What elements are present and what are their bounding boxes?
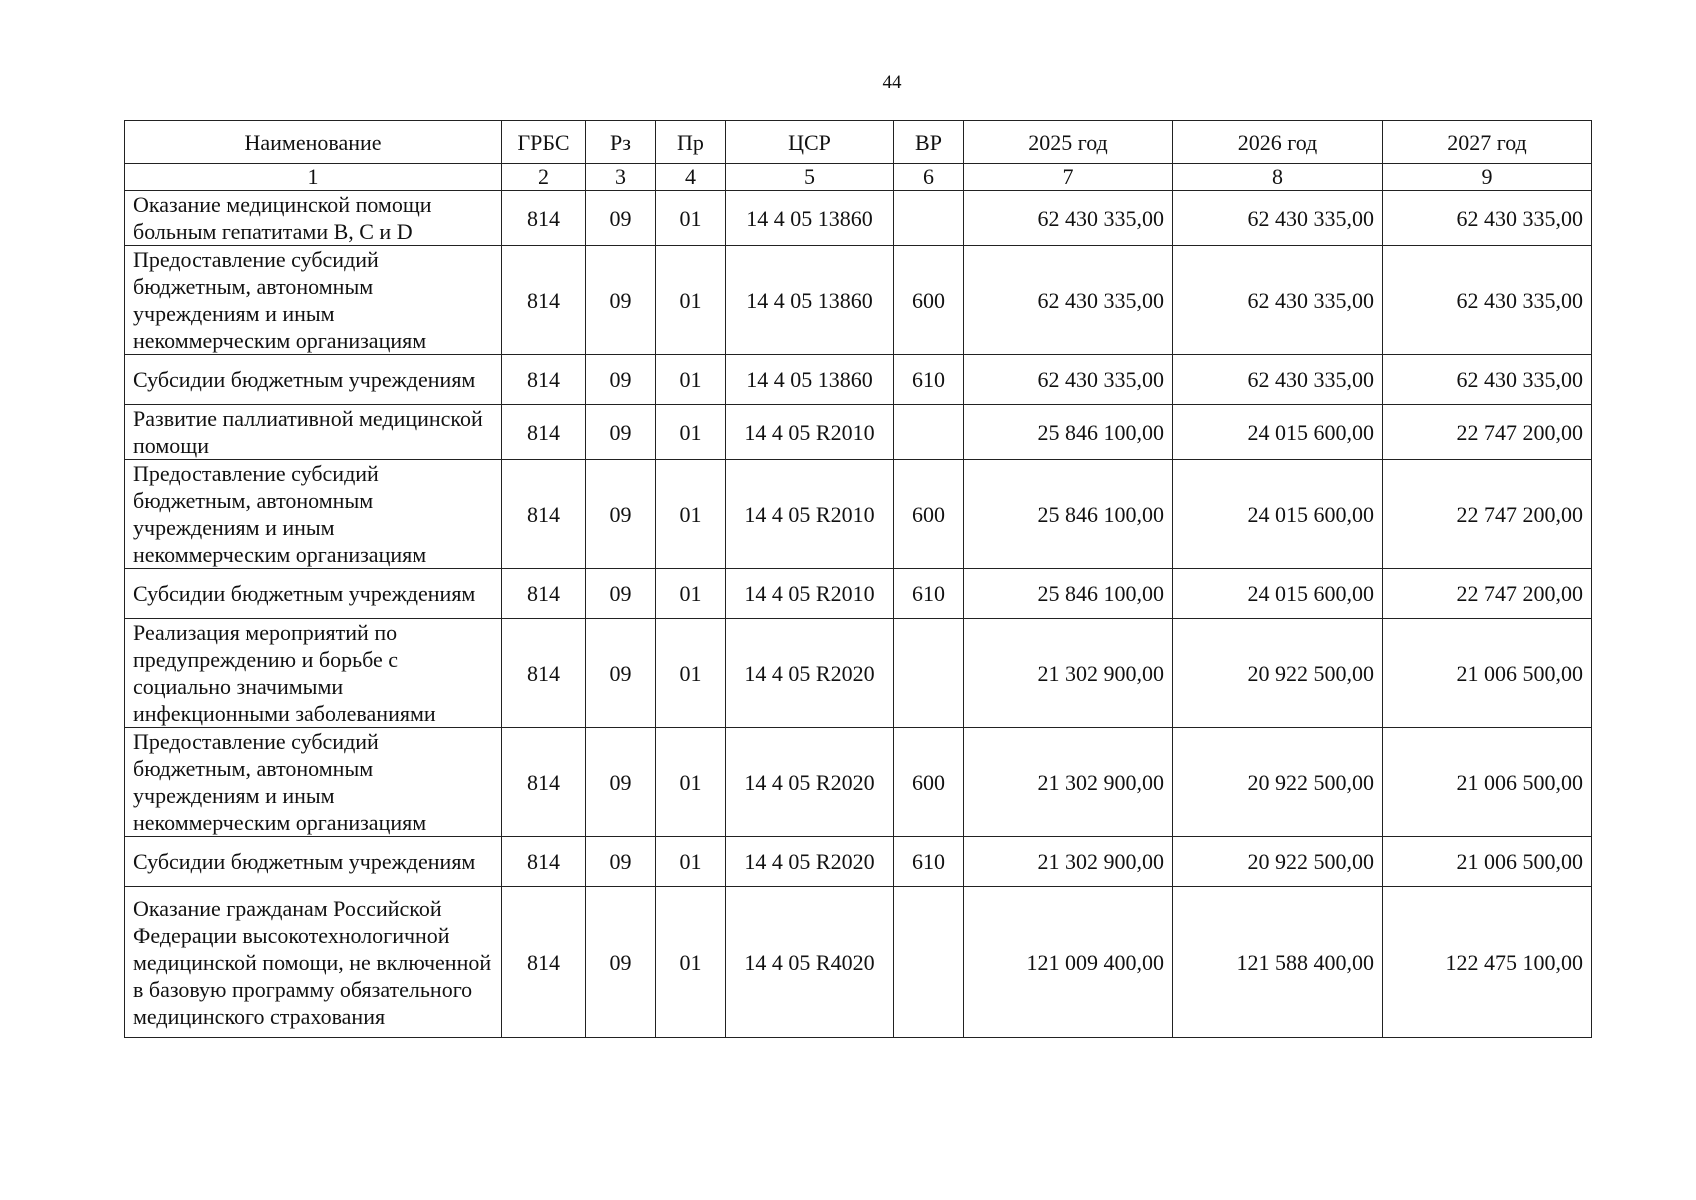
cell-rz: 09	[586, 246, 656, 355]
cell-amount-2025: 62 430 335,00	[964, 355, 1173, 405]
cell-name: Субсидии бюджетным учреждениям	[125, 837, 502, 887]
cell-amount-2027: 122 475 100,00	[1383, 887, 1592, 1038]
cell-rz: 09	[586, 619, 656, 728]
cell-name: Субсидии бюджетным учреждениям	[125, 569, 502, 619]
cell-name: Развитие паллиативной медицинской помощи	[125, 405, 502, 460]
cell-pr: 01	[656, 569, 726, 619]
cell-amount-2026: 20 922 500,00	[1173, 837, 1383, 887]
table-row	[125, 355, 1592, 405]
column-number: 7	[964, 164, 1173, 191]
cell-amount-2025: 21 302 900,00	[964, 619, 1173, 728]
budget-table	[124, 120, 1592, 1038]
cell-pr: 01	[656, 191, 726, 246]
column-number: 6	[894, 164, 964, 191]
column-number: 5	[726, 164, 894, 191]
cell-rz: 09	[586, 728, 656, 837]
header-rz: Рз	[586, 121, 656, 164]
cell-amount-2027: 62 430 335,00	[1383, 246, 1592, 355]
header-2025: 2025 год	[964, 121, 1173, 164]
cell-name: Оказание гражданам Российской Федерации высокотехнологичной медицинской помощи, не включенной в базовую программу обязательного медицинского страхования	[125, 887, 502, 1038]
cell-vr	[894, 619, 964, 728]
cell-amount-2026: 24 015 600,00	[1173, 460, 1383, 569]
cell-amount-2026: 62 430 335,00	[1173, 355, 1383, 405]
cell-csr: 14 4 05 13860	[726, 246, 894, 355]
header-vr: ВР	[894, 121, 964, 164]
cell-pr: 01	[656, 405, 726, 460]
cell-pr: 01	[656, 837, 726, 887]
table-row	[125, 246, 1592, 355]
cell-amount-2027: 22 747 200,00	[1383, 405, 1592, 460]
table-row	[125, 460, 1592, 569]
cell-csr: 14 4 05 R2020	[726, 619, 894, 728]
header-2027: 2027 год	[1383, 121, 1592, 164]
cell-pr: 01	[656, 355, 726, 405]
cell-amount-2026: 24 015 600,00	[1173, 569, 1383, 619]
cell-amount-2027: 21 006 500,00	[1383, 728, 1592, 837]
cell-rz: 09	[586, 405, 656, 460]
table-row	[125, 887, 1592, 1038]
cell-name: Реализация мероприятий по предупреждению и борьбе с социально значимыми инфекционными заболеваниями	[125, 619, 502, 728]
column-number: 2	[502, 164, 586, 191]
column-number: 9	[1383, 164, 1592, 191]
cell-grbs: 814	[502, 569, 586, 619]
cell-grbs: 814	[502, 405, 586, 460]
cell-csr: 14 4 05 R2010	[726, 460, 894, 569]
cell-amount-2027: 62 430 335,00	[1383, 191, 1592, 246]
cell-amount-2027: 22 747 200,00	[1383, 460, 1592, 569]
cell-vr: 600	[894, 728, 964, 837]
cell-rz: 09	[586, 460, 656, 569]
cell-amount-2027: 22 747 200,00	[1383, 569, 1592, 619]
cell-amount-2026: 62 430 335,00	[1173, 246, 1383, 355]
header-grbs: ГРБС	[502, 121, 586, 164]
cell-vr: 600	[894, 460, 964, 569]
cell-pr: 01	[656, 887, 726, 1038]
cell-grbs: 814	[502, 619, 586, 728]
table-row	[125, 619, 1592, 728]
table-row	[125, 405, 1592, 460]
column-number: 3	[586, 164, 656, 191]
cell-csr: 14 4 05 R4020	[726, 887, 894, 1038]
cell-rz: 09	[586, 191, 656, 246]
header-csr: ЦСР	[726, 121, 894, 164]
cell-name: Субсидии бюджетным учреждениям	[125, 355, 502, 405]
cell-vr: 610	[894, 569, 964, 619]
cell-csr: 14 4 05 13860	[726, 191, 894, 246]
cell-amount-2026: 62 430 335,00	[1173, 191, 1383, 246]
cell-pr: 01	[656, 728, 726, 837]
header-name: Наименование	[125, 121, 502, 164]
cell-amount-2026: 121 588 400,00	[1173, 887, 1383, 1038]
cell-name: Предоставление субсидий бюджетным, автономным учреждениям и иным некоммерческим организациям	[125, 246, 502, 355]
cell-grbs: 814	[502, 355, 586, 405]
cell-vr	[894, 887, 964, 1038]
cell-csr: 14 4 05 R2020	[726, 728, 894, 837]
header-row	[125, 121, 1592, 164]
cell-amount-2025: 25 846 100,00	[964, 405, 1173, 460]
cell-vr	[894, 191, 964, 246]
table-row	[125, 191, 1592, 246]
cell-csr: 14 4 05 R2010	[726, 569, 894, 619]
column-number: 4	[656, 164, 726, 191]
cell-amount-2027: 21 006 500,00	[1383, 619, 1592, 728]
cell-rz: 09	[586, 887, 656, 1038]
cell-name: Предоставление субсидий бюджетным, автономным учреждениям и иным некоммерческим организациям	[125, 728, 502, 837]
cell-amount-2025: 62 430 335,00	[964, 191, 1173, 246]
cell-amount-2026: 20 922 500,00	[1173, 619, 1383, 728]
table-row	[125, 569, 1592, 619]
cell-vr: 600	[894, 246, 964, 355]
cell-name: Оказание медицинской помощи больным гепатитами B, C и D	[125, 191, 502, 246]
cell-amount-2026: 24 015 600,00	[1173, 405, 1383, 460]
cell-csr: 14 4 05 13860	[726, 355, 894, 405]
table-header	[125, 121, 1592, 191]
column-number-row	[125, 164, 1592, 191]
cell-pr: 01	[656, 619, 726, 728]
cell-rz: 09	[586, 837, 656, 887]
cell-amount-2027: 62 430 335,00	[1383, 355, 1592, 405]
cell-rz: 09	[586, 355, 656, 405]
cell-vr	[894, 405, 964, 460]
cell-vr: 610	[894, 355, 964, 405]
cell-amount-2025: 62 430 335,00	[964, 246, 1173, 355]
column-number: 8	[1173, 164, 1383, 191]
cell-grbs: 814	[502, 728, 586, 837]
table-row	[125, 837, 1592, 887]
table-body	[125, 191, 1592, 1038]
cell-amount-2026: 20 922 500,00	[1173, 728, 1383, 837]
cell-grbs: 814	[502, 246, 586, 355]
cell-amount-2025: 25 846 100,00	[964, 460, 1173, 569]
cell-amount-2025: 21 302 900,00	[964, 728, 1173, 837]
cell-grbs: 814	[502, 887, 586, 1038]
cell-pr: 01	[656, 460, 726, 569]
cell-amount-2025: 21 302 900,00	[964, 837, 1173, 887]
cell-rz: 09	[586, 569, 656, 619]
cell-amount-2025: 25 846 100,00	[964, 569, 1173, 619]
cell-pr: 01	[656, 246, 726, 355]
header-2026: 2026 год	[1173, 121, 1383, 164]
table-row	[125, 728, 1592, 837]
cell-csr: 14 4 05 R2020	[726, 837, 894, 887]
header-pr: Пр	[656, 121, 726, 164]
cell-name: Предоставление субсидий бюджетным, автономным учреждениям и иным некоммерческим организациям	[125, 460, 502, 569]
cell-grbs: 814	[502, 191, 586, 246]
cell-vr: 610	[894, 837, 964, 887]
cell-amount-2027: 21 006 500,00	[1383, 837, 1592, 887]
cell-grbs: 814	[502, 837, 586, 887]
cell-grbs: 814	[502, 460, 586, 569]
cell-amount-2025: 121 009 400,00	[964, 887, 1173, 1038]
page-number: 44	[882, 72, 902, 93]
column-number: 1	[125, 164, 502, 191]
cell-csr: 14 4 05 R2010	[726, 405, 894, 460]
